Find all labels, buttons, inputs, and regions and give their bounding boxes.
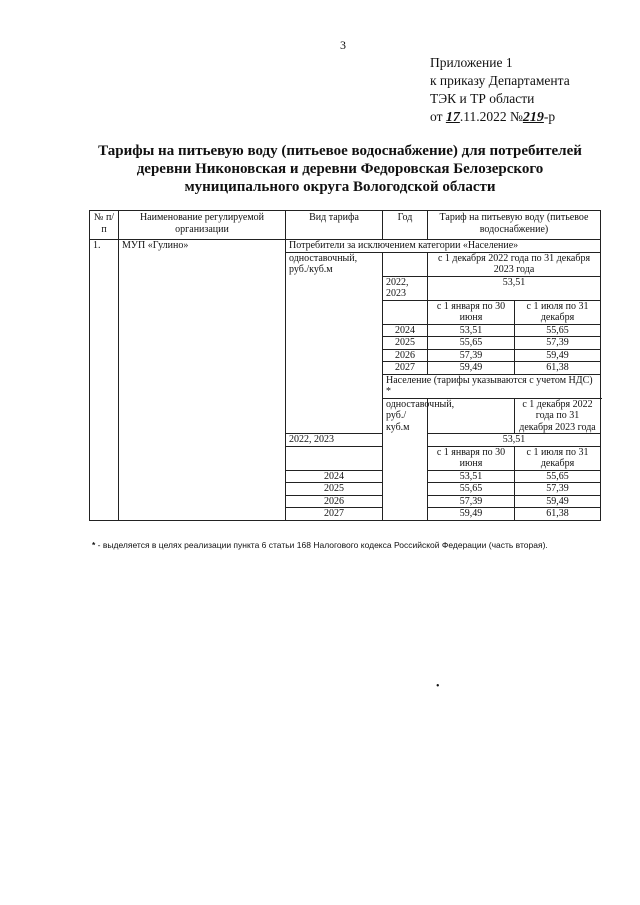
period-label: с 1 декабря 2022 года по 31 декабря 2023 года — [515, 398, 601, 434]
tariff-value: 59,49 — [515, 349, 601, 362]
footnote-star: * — [92, 540, 96, 550]
title-line2: деревни Никоновская и деревни Федоровская Белозерского — [136, 161, 544, 177]
half2-label: с 1 июля по 31 декабря — [515, 300, 601, 324]
half2-label: с 1 июля по 31 декабря — [515, 446, 601, 470]
table-row — [90, 240, 601, 253]
tariff-value: 57,39 — [428, 349, 515, 362]
document-title — [60, 142, 620, 196]
appendix-order-number: 219 — [522, 110, 544, 125]
year-cell: 2024 — [383, 324, 428, 337]
appendix-day: 17 — [445, 110, 460, 125]
category-label: Население (тарифы указываются с учетом НДС) * — [383, 374, 601, 398]
stray-mark: • — [436, 681, 440, 692]
org-name: МУП «Гулино» — [119, 240, 286, 521]
header-type: Вид тарифа — [286, 211, 383, 240]
tariff-value: 59,49 — [515, 495, 601, 508]
year-cell — [383, 300, 428, 324]
year-cell: 2022, 2023 — [286, 434, 383, 447]
tariff-value: 59,49 — [428, 508, 515, 521]
period-label: с 1 декабря 2022 года по 31 декабря 2023 года — [428, 252, 601, 276]
category-label: Потребители за исключением категории «Население» — [286, 240, 601, 253]
header-org: Наименование регулируемой организации — [119, 211, 286, 240]
year-cell: 2026 — [286, 495, 383, 508]
tariff-table — [89, 210, 601, 521]
footnote-text: - выделяется в целях реализации пункта 6 статьи 168 Налогового кодекса Российской Федерации (часть вторая). — [95, 540, 548, 550]
tariff-value: 57,39 — [515, 483, 601, 496]
tariff-type: одноставочный, руб./куб.м — [286, 252, 383, 434]
tariff-value: 53,51 — [428, 324, 515, 337]
year-cell: 2025 — [383, 337, 428, 350]
year-cell: 2022, 2023 — [383, 276, 428, 300]
half1-label: с 1 января по 30 июня — [428, 300, 515, 324]
title-line3: муниципального округа Вологодской области — [184, 179, 496, 195]
tariff-value: 55,65 — [515, 324, 601, 337]
tariff-value: 53,51 — [428, 434, 601, 447]
page-number: 3 — [340, 38, 346, 52]
title-line1: Тарифы на питьевую воду (питьевое водоснабжение) для потребителей — [98, 143, 582, 159]
appendix-line2: к приказу Департамента — [430, 73, 570, 88]
tariff-value: 61,38 — [515, 508, 601, 521]
tariff-value: 55,65 — [428, 337, 515, 350]
table-header-row — [90, 211, 601, 240]
appendix-date-prefix: от — [430, 109, 443, 124]
appendix-block — [430, 54, 570, 127]
tariff-type: одноставочный, руб./куб.м — [383, 398, 428, 520]
year-cell — [286, 446, 383, 470]
header-num: № п/п — [90, 211, 119, 240]
tariff-value: 55,65 — [428, 483, 515, 496]
half1-label: с 1 января по 30 июня — [428, 446, 515, 470]
tariff-value: 61,38 — [515, 362, 601, 375]
row-number: 1. — [90, 240, 119, 521]
header-year: Год — [383, 211, 428, 240]
year-cell — [383, 252, 428, 276]
tariff-value: 59,49 — [428, 362, 515, 375]
year-cell: 2024 — [286, 470, 383, 483]
tariff-value: 53,51 — [428, 276, 601, 300]
tariff-value: 57,39 — [428, 495, 515, 508]
appendix-date-mid: .11.2022 № — [459, 109, 523, 124]
appendix-line3: ТЭК и ТР области — [430, 91, 535, 106]
year-cell: 2027 — [383, 362, 428, 375]
appendix-line4 — [430, 108, 570, 127]
year-cell: 2027 — [286, 508, 383, 521]
tariff-value: 57,39 — [515, 337, 601, 350]
year-cell: 2025 — [286, 483, 383, 496]
tariff-value: 53,51 — [428, 470, 515, 483]
year-cell: 2026 — [383, 349, 428, 362]
appendix-suffix: -р — [543, 109, 556, 124]
header-tariff: Тариф на питьевую воду (питьевое водоснабжение) — [428, 211, 601, 240]
appendix-line1: Приложение 1 — [430, 55, 513, 70]
footnote — [92, 540, 548, 550]
tariff-value: 55,65 — [515, 470, 601, 483]
